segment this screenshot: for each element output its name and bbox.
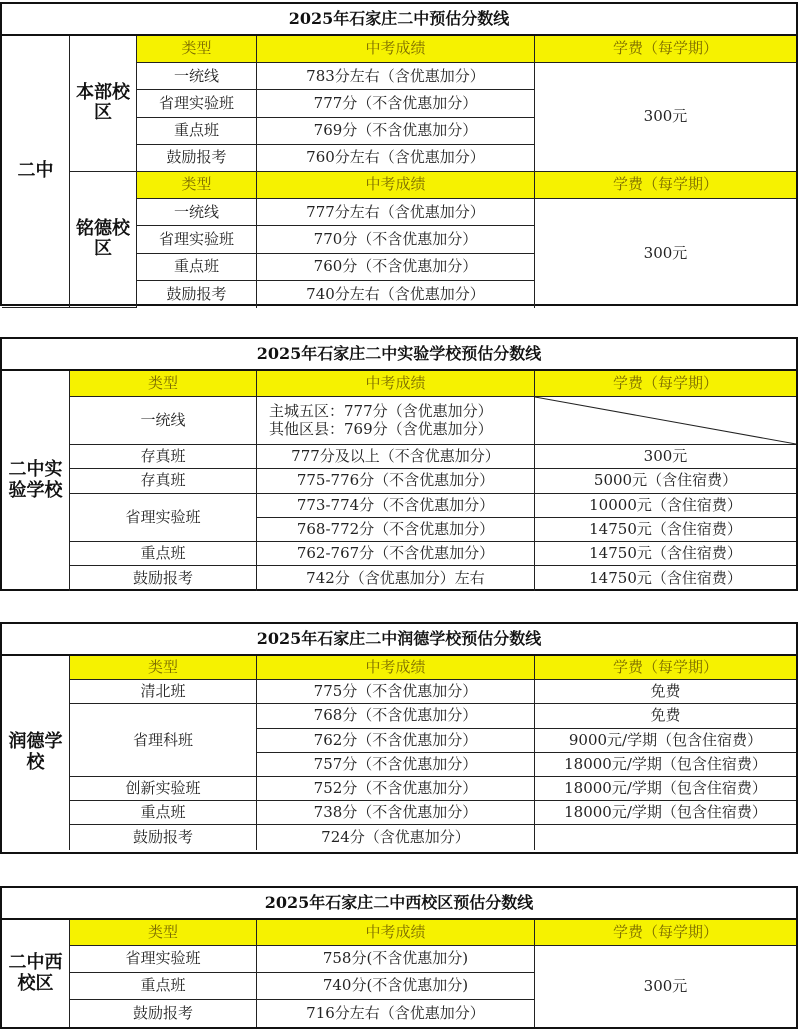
row-score: 740分(不含优惠加分) — [257, 973, 535, 1000]
table-title: 2025年石家庄二中实验学校预估分数线 — [2, 339, 796, 371]
table-erzhong — [0, 2, 798, 306]
row-type: 一统线 — [137, 63, 257, 90]
row-type: 创新实验班 — [70, 777, 257, 801]
table-experimental-school — [0, 337, 798, 591]
header-type: 类型 — [137, 36, 257, 63]
header-fee: 学费（每学期） — [535, 920, 796, 946]
row-type: 鼓励报考 — [137, 145, 257, 172]
row-fee: 18000元/学期（包含住宿费） — [535, 801, 796, 825]
header-score: 中考成绩 — [257, 920, 535, 946]
school-name: 润德学校 — [2, 656, 70, 850]
row-score: 724分（含优惠加分） — [257, 825, 535, 849]
row-type: 省理科班 — [70, 704, 257, 777]
row-type: 存真班 — [70, 469, 257, 493]
table-title: 2025年石家庄二中预估分数线 — [2, 4, 796, 36]
row-score: 777分（不含优惠加分） — [257, 90, 535, 117]
row-score: 773-774分（不含优惠加分） — [257, 494, 535, 518]
header-type: 类型 — [70, 371, 257, 397]
row-fee: 14750元（含住宿费） — [535, 518, 796, 542]
row-type: 鼓励报考 — [70, 825, 257, 849]
row-score: 775-776分（不含优惠加分） — [257, 469, 535, 493]
table-runde-school — [0, 622, 798, 854]
row-score: 777分左右（含优惠加分） — [257, 199, 535, 226]
row-type: 鼓励报考 — [70, 566, 257, 590]
row-fee: 免费 — [535, 680, 796, 704]
campus-fee: 300元 — [643, 243, 688, 262]
header-score: 中考成绩 — [257, 371, 535, 397]
row-fee — [535, 825, 796, 849]
row-type: 一统线 — [70, 397, 257, 445]
header-fee: 学费（每学期） — [535, 36, 796, 63]
header-fee: 学费（每学期） — [535, 371, 796, 397]
row-fee: 5000元（含住宿费） — [535, 469, 796, 493]
row-type: 鼓励报考 — [70, 1000, 257, 1027]
header-fee: 学费（每学期） — [535, 656, 796, 680]
row-type: 重点班 — [137, 254, 257, 281]
row-type: 省理实验班 — [137, 90, 257, 117]
row-score — [257, 397, 535, 445]
row-fee: 18000元/学期（包含住宿费） — [535, 753, 796, 777]
header-fee: 学费（每学期） — [535, 172, 796, 199]
row-type: 重点班 — [137, 118, 257, 145]
row-score: 762-767分（不含优惠加分） — [257, 542, 535, 566]
row-type: 省理实验班 — [137, 226, 257, 253]
row-score: 742分（含优惠加分）左右 — [257, 566, 535, 590]
row-score: 716分左右（含优惠加分） — [257, 1000, 535, 1027]
row-fee: 300元 — [535, 445, 796, 469]
row-score: 783分左右（含优惠加分） — [257, 63, 535, 90]
row-type: 省理实验班 — [70, 946, 257, 973]
row-score: 738分（不含优惠加分） — [257, 801, 535, 825]
school-name: 二中实验学校 — [2, 371, 70, 591]
header-score: 中考成绩 — [257, 656, 535, 680]
header-type: 类型 — [70, 656, 257, 680]
row-score: 769分（不含优惠加分） — [257, 118, 535, 145]
row-type: 重点班 — [70, 801, 257, 825]
row-type: 重点班 — [70, 973, 257, 1000]
table-title: 2025年石家庄二中西校区预估分数线 — [2, 888, 796, 920]
school-name: 二中西校区 — [2, 920, 70, 1027]
row-score: 768-772分（不含优惠加分） — [257, 518, 535, 542]
row-type: 省理实验班 — [70, 494, 257, 543]
row-score: 762分（不含优惠加分） — [257, 729, 535, 753]
row-type: 重点班 — [70, 542, 257, 566]
table-title: 2025年石家庄二中润德学校预估分数线 — [2, 624, 796, 656]
score-line: 主城五区：777分（含优惠加分） — [269, 402, 493, 421]
row-score: 758分(不含优惠加分) — [257, 946, 535, 973]
campus-name: 铭德校区 — [70, 172, 137, 308]
table-west-campus — [0, 886, 798, 1029]
row-score: 768分（不含优惠加分） — [257, 704, 535, 728]
row-type: 一统线 — [137, 199, 257, 226]
row-score: 760分左右（含优惠加分） — [257, 145, 535, 172]
row-fee: 免费 — [535, 704, 796, 728]
campus-fee: 300元 — [535, 63, 796, 172]
header-type: 类型 — [137, 172, 257, 199]
score-line: 其他区县：769分（含优惠加分） — [269, 419, 493, 438]
header-score: 中考成绩 — [257, 36, 535, 63]
row-type: 鼓励报考 — [137, 281, 257, 308]
row-score: 777分及以上（不含优惠加分） — [257, 445, 535, 469]
row-score: 775分（不含优惠加分） — [257, 680, 535, 704]
row-fee: 18000元/学期（包含住宿费） — [535, 777, 796, 801]
row-fee: 14750元（含住宿费） — [535, 542, 796, 566]
row-score: 760分（不含优惠加分） — [257, 254, 535, 281]
fee-empty-diagonal — [535, 397, 796, 445]
header-score: 中考成绩 — [257, 172, 535, 199]
row-score: 740分左右（含优惠加分） — [257, 281, 535, 308]
row-type: 存真班 — [70, 445, 257, 469]
row-fee: 14750元（含住宿费） — [589, 569, 742, 587]
header-type: 类型 — [70, 920, 257, 946]
row-fee: 10000元（含住宿费） — [535, 494, 796, 518]
row-score: 757分（不含优惠加分） — [257, 753, 535, 777]
row-type: 清北班 — [70, 680, 257, 704]
school-name: 二中 — [2, 36, 70, 308]
campus-name: 本部校区 — [70, 36, 137, 172]
row-score: 752分（不含优惠加分） — [257, 777, 535, 801]
row-score: 770分（不含优惠加分） — [257, 226, 535, 253]
campus-fee: 300元 — [643, 976, 688, 995]
row-fee: 9000元/学期（包含住宿费） — [535, 729, 796, 753]
